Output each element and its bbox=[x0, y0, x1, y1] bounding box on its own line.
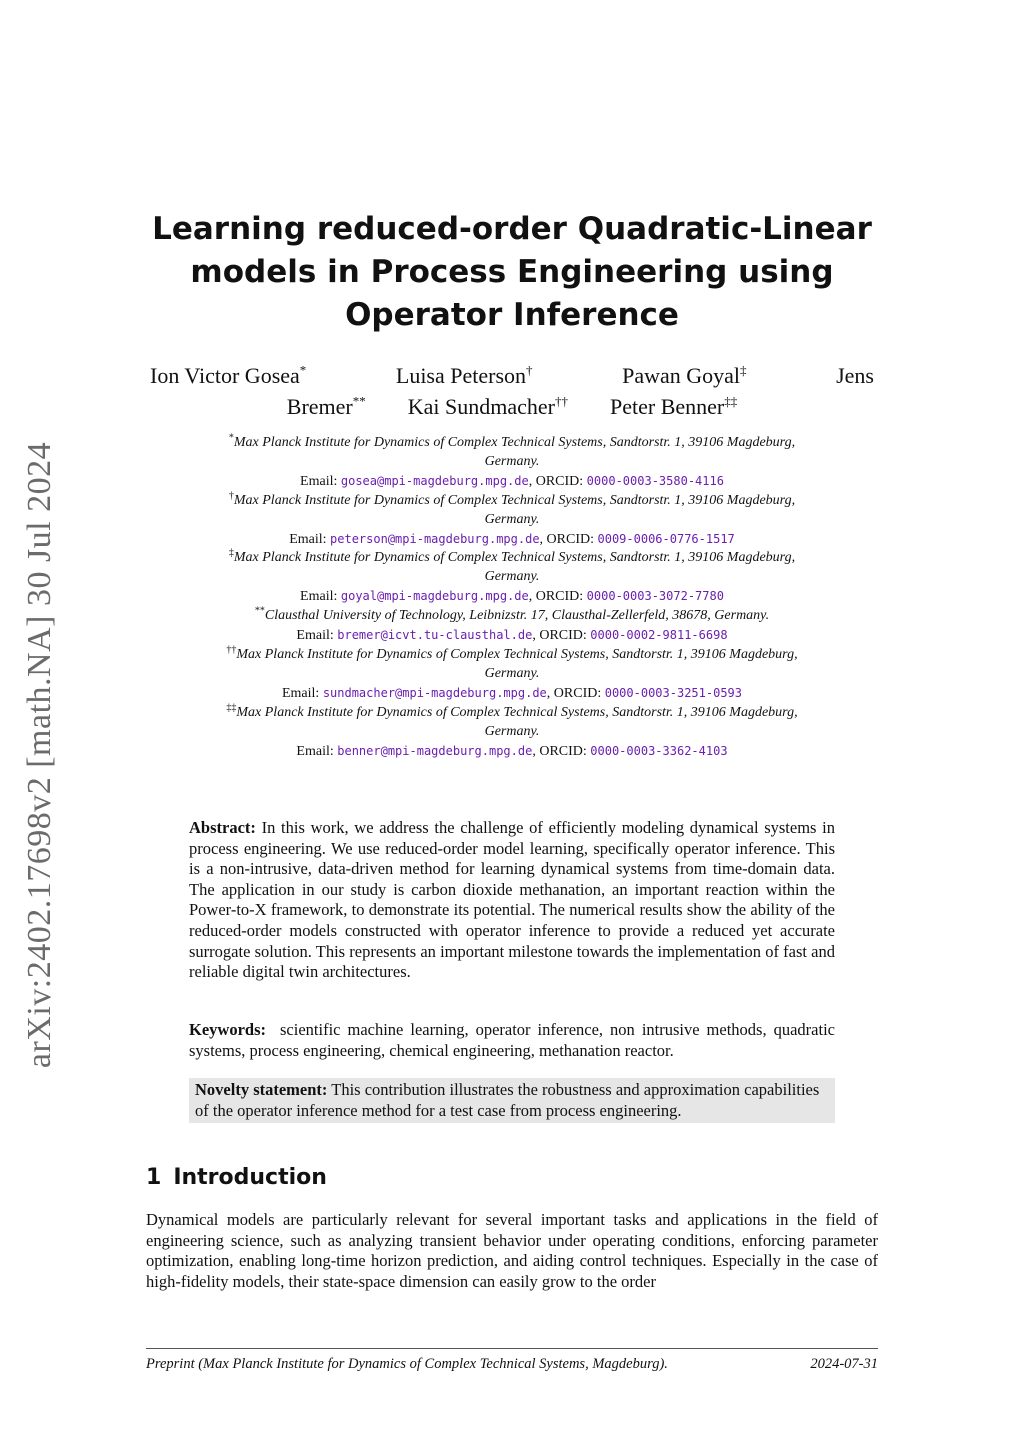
author-first-name: Jens bbox=[836, 363, 874, 388]
contact-line: Email: gosea@mpi-magdeburg.mpg.de, ORCID: 0000-0003-3580-4116 bbox=[300, 473, 724, 489]
footer-divider bbox=[146, 1348, 878, 1349]
author-line-1 bbox=[150, 360, 874, 391]
author-list bbox=[150, 360, 874, 422]
affiliation: †Max Planck Institute for Dynamics of Complex Technical Systems, Sandtorstr. 1, 39106 Magdeburg, Germany. bbox=[228, 490, 796, 527]
arxiv-identifier: arXiv:2402.17698v2 [math.NA] 30 Jul 2024 bbox=[21, 441, 58, 1069]
contact-line: Email: peterson@mpi-magdeburg.mpg.de, ORCID: 0009-0006-0776-1517 bbox=[289, 531, 735, 547]
keywords-label: Keywords: bbox=[189, 1020, 266, 1039]
page-footer bbox=[146, 1356, 878, 1373]
introduction-paragraph: Dynamical models are particularly relevant for several important tasks and applications in the field of engineering science, such as analyzing transient behavior under operating conditions, enforcing parameter optimization, enabling long-time horizon prediction, and aiding control techniques. Especially in the case of high-fidelity models, their state-space dimension can easily grow to the order bbox=[146, 1210, 878, 1291]
email-link[interactable]: peterson@mpi-magdeburg.mpg.de bbox=[330, 531, 540, 546]
abstract-text: In this work, we address the challenge of efficiently modeling dynamical systems in process engineering. We use reduced-order model learning, specifically operator inference. This is a non-intrusive, data-driven method for learning dynamical systems from time-domain data. The application in our study is carbon dioxide methanation, an important reaction within the Power-to-X framework, to demonstrate its potential. The numerical results show the ability of the reduced-order models constructed with operator inference to provide a reduced yet accurate surrogate solution. This represents an important milestone towards the implementation of fast and reliable digital twin architectures. bbox=[189, 818, 835, 982]
section-heading bbox=[146, 1165, 327, 1190]
orcid-link[interactable]: 0000-0003-3580-4116 bbox=[586, 473, 724, 488]
abstract-label: Abstract: bbox=[189, 818, 256, 837]
title-line-2: models in Process Engineering using bbox=[190, 254, 834, 290]
paper-title bbox=[150, 208, 874, 337]
author: Ion Victor Gosea* bbox=[150, 362, 307, 388]
orcid-link[interactable]: 0000-0003-3362-4103 bbox=[590, 743, 728, 758]
contact-line: Email: sundmacher@mpi-magdeburg.mpg.de, ORCID: 0000-0003-3251-0593 bbox=[281, 685, 743, 701]
footer-date: 2024-07-31 bbox=[810, 1356, 878, 1372]
author: Pawan Goyal‡ bbox=[622, 362, 747, 388]
novelty-text: This contribution illustrates the robustness and approximation capabilities of the operator inference method for a test case from process engineering. bbox=[195, 1080, 820, 1120]
novelty-label: Novelty statement: bbox=[195, 1080, 328, 1099]
author: Kai Sundmacher†† bbox=[407, 393, 568, 419]
abstract bbox=[189, 818, 835, 983]
footer-preprint-note: Preprint (Max Planck Institute for Dynamics of Complex Technical Systems, Magdeburg). bbox=[146, 1356, 668, 1372]
orcid-link[interactable]: 0000-0003-3251-0593 bbox=[604, 685, 743, 700]
affiliation: *Max Planck Institute for Dynamics of Complex Technical Systems, Sandtorstr. 1, 39106 Magdeburg, Germany. bbox=[228, 432, 796, 469]
section-title: Introduction bbox=[173, 1165, 327, 1190]
novelty-statement bbox=[189, 1078, 835, 1123]
author: Peter Benner‡‡ bbox=[609, 393, 738, 419]
orcid-link[interactable]: 0000-0003-3072-7780 bbox=[586, 589, 724, 604]
title-line-1: Learning reduced-order Quadratic-Linear bbox=[152, 211, 872, 247]
email-link[interactable]: bremer@icvt.tu-clausthal.de bbox=[337, 628, 533, 643]
email-link[interactable]: benner@mpi-magdeburg.mpg.de bbox=[337, 743, 533, 758]
affiliation: ††Max Planck Institute for Dynamics of Complex Technical Systems, Sandtorstr. 1, 39106 Magdeburg, Germany. bbox=[226, 644, 798, 681]
arxiv-sidebar bbox=[8, 440, 72, 1070]
orcid-link[interactable]: 0000-0002-9811-6698 bbox=[590, 628, 728, 643]
affiliations bbox=[150, 434, 874, 761]
orcid-link[interactable]: 0009-0006-0776-1517 bbox=[597, 531, 735, 546]
email-link[interactable]: sundmacher@mpi-magdeburg.mpg.de bbox=[322, 685, 547, 700]
affiliation: ‡‡Max Planck Institute for Dynamics of Complex Technical Systems, Sandtorstr. 1, 39106 Magdeburg, Germany. bbox=[226, 702, 798, 739]
author: Bremer** bbox=[286, 393, 366, 419]
section-number: 1 bbox=[146, 1165, 162, 1190]
keywords bbox=[189, 1020, 835, 1061]
affiliation: **Clausthal University of Technology, Leibnizstr. 17, Clausthal-Zellerfeld, 38678, Germany. bbox=[254, 605, 770, 624]
email-link[interactable]: goyal@mpi-magdeburg.mpg.de bbox=[340, 589, 529, 604]
affiliation: ‡Max Planck Institute for Dynamics of Complex Technical Systems, Sandtorstr. 1, 39106 Magdeburg, Germany. bbox=[228, 547, 796, 585]
author: Luisa Peterson† bbox=[395, 362, 533, 388]
contact-line: Email: bremer@icvt.tu-clausthal.de, ORCID: 0000-0002-9811-6698 bbox=[296, 628, 728, 644]
title-line-3: Operator Inference bbox=[345, 297, 679, 333]
contact-line: Email: goyal@mpi-magdeburg.mpg.de, ORCID: 0000-0003-3072-7780 bbox=[300, 589, 724, 605]
email-link[interactable]: gosea@mpi-magdeburg.mpg.de bbox=[340, 473, 529, 488]
keywords-text: scientific machine learning, operator inference, non intrusive methods, quadratic systems, process engineering, chemical engineering, methanation reactor. bbox=[189, 1020, 835, 1060]
author-line-2 bbox=[150, 391, 874, 422]
contact-line: Email: benner@mpi-magdeburg.mpg.de, ORCID: 0000-0003-3362-4103 bbox=[296, 743, 728, 759]
